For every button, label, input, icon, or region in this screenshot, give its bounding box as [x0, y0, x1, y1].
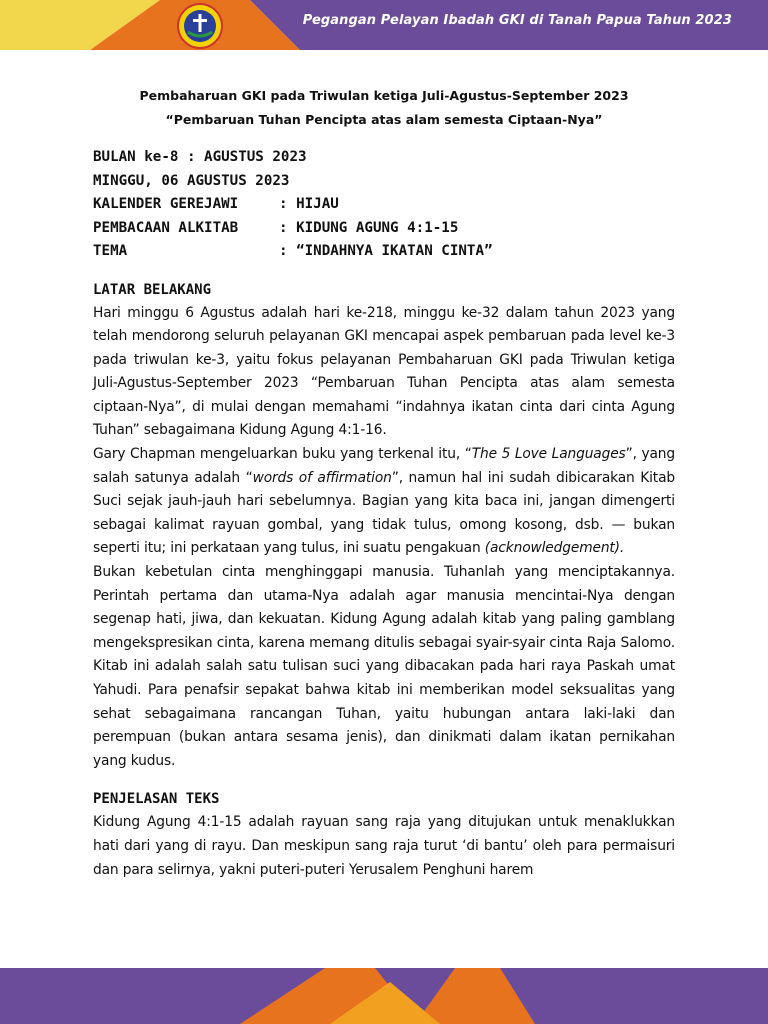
header-title: Pegangan Pelayan Ibadah GKI di Tanah Papua Tahun 2023 [302, 13, 732, 28]
meta-minggu-text: MINGGU, 06 AGUSTUS 2023 [93, 172, 290, 189]
text-run: ”, namun hal ini sudah dibicarakan Kitab Suci sejak jauh-jauh hari sebelumnya. Bagian yang kita baca ini, jangan dimengerti sebagai kalimat rayuan gombal, yang tidak tulus, omong kosong, dsb. — bukan seperti itu; ini perkataan yang tulus, ini suatu pengakuan [93, 469, 675, 557]
meta-bulan [93, 146, 675, 170]
meta-key: KALENDER GEREJAWI [93, 196, 239, 212]
meta-value: : HIJAU [279, 196, 339, 212]
meta-pembacaan [93, 217, 675, 241]
meta-block [93, 146, 675, 264]
penjelasan-heading: PENJELASAN TEKS [93, 791, 220, 808]
meta-kalender [93, 193, 675, 217]
latar-paragraph-3: Bukan kebetulan cinta menghinggapi manusia. Tuhanlah yang menciptakannya. Perintah pertama dan utama-Nya adalah agar manusia mencintai-Nya dengan segenap hati, jiwa, dan kekuatan. Kidung Agung adalah kitab yang paling gamblang mengekspresikan cinta, karena memang ditulis sebagai syair-syair cinta Raja Salomo. Kitab ini adalah salah satu tulisan suci yang dibacakan pada hari raya Paskah umat Yahudi. Para penafsir sepakat bahwa kitab ini memberikan model seksualitas yang sehat sebagaimana rancangan Tuhan, yaitu hubungan antara laki-laki dan perempuan (bukan antara sesama jenis), dan dinikmati dalam ikatan pernikahan yang kudus. [93, 564, 675, 769]
gki-logo-icon [176, 2, 224, 50]
meta-key: TEMA [93, 243, 128, 259]
text-run: ”, yang salah satunya adalah “ [93, 446, 675, 486]
meta-value: : KIDUNG AGUNG 4:1-15 [279, 219, 459, 236]
latar-heading: LATAR BELAKANG [93, 281, 212, 298]
page-header-banner [0, 0, 768, 50]
book-title: The 5 Love Languages [471, 446, 626, 463]
acknowledgement-term: (acknowledgement). [484, 540, 625, 557]
meta-minggu [93, 170, 675, 194]
document-body [93, 84, 675, 882]
latar-paragraph-2 [93, 443, 675, 561]
doc-title-line1: Pembaharuan GKI pada Triwulan ketiga Juli-Agustus-September 2023 [139, 88, 629, 103]
page-footer-banner [0, 968, 768, 1024]
meta-bulan-text: BULAN ke-8 : AGUSTUS 2023 [93, 149, 307, 165]
love-language-term: words of affirmation [252, 469, 392, 486]
meta-key: PEMBACAAN ALKITAB [93, 219, 239, 236]
text-run: Gary Chapman mengeluarkan buku yang terkenal itu, “ [93, 446, 472, 463]
footer-shapes [0, 968, 768, 1024]
meta-value: : “INDAHNYA IKATAN CINTA” [279, 243, 493, 259]
meta-tema [93, 240, 675, 264]
doc-title-line2: “Pembaruan Tuhan Pencipta atas alam semesta Ciptaan-Nya” [165, 112, 603, 127]
latar-paragraph-1: Hari minggu 6 Agustus adalah hari ke-218, minggu ke-32 dalam tahun 2023 yang telah mendorong seluruh pelayanan GKI mencapai aspek pembaruan pada level ke-3 pada triwulan ke-3, yaitu fokus pelayanan Pembaharuan GKI pada Triwulan ketiga Juli-Agustus-September 2023 “Pembaruan Tuhan Pencipta atas alam semesta ciptaan-Nya”, di mulai dengan memahami “indahnya ikatan cinta dari cinta Agung Tuhan” sebagaimana Kidung Agung 4:1-16. [93, 304, 675, 439]
penjelasan-paragraph-1: Kidung Agung 4:1-15 adalah rayuan sang raja yang ditujukan untuk menaklukkan hati dari yang di rayu. Dan meskipun sang raja turut ‘di bantu’ oleh para permaisuri dan para selirnya, yakni puteri-puteri Yerusalem Penghuni harem [93, 814, 675, 878]
